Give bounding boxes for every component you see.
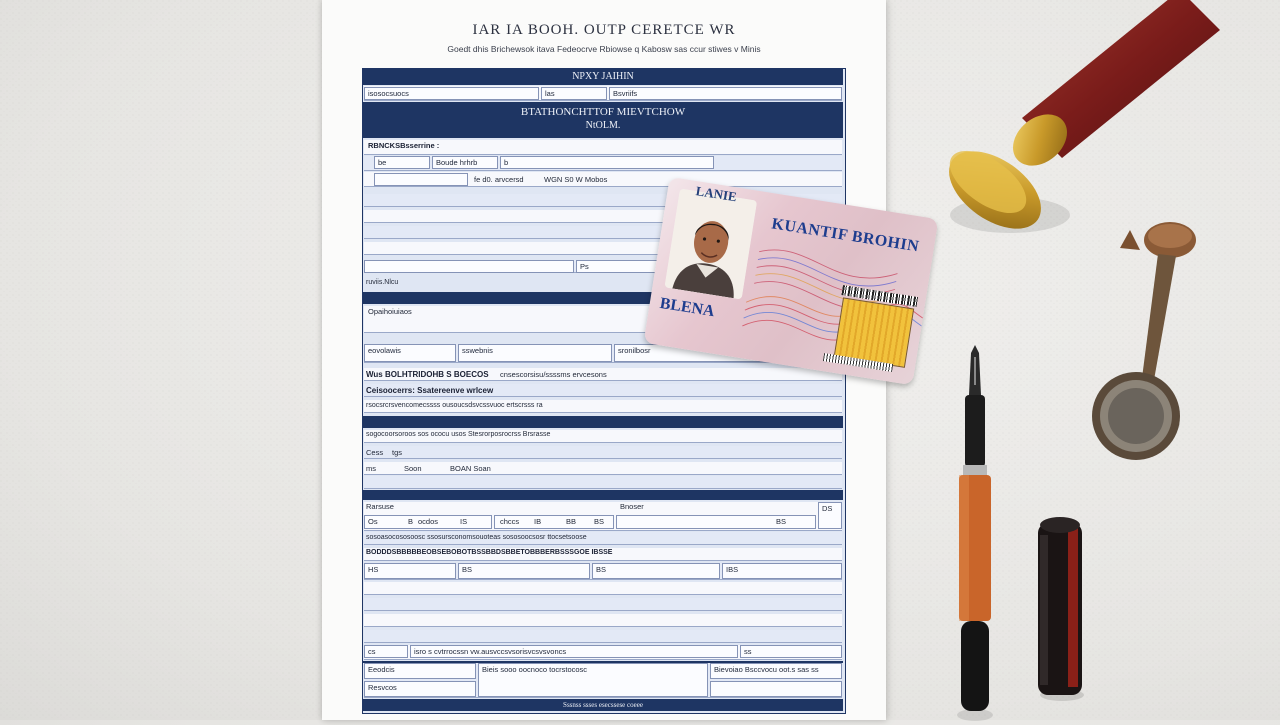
portrait xyxy=(664,189,757,300)
form-row xyxy=(364,630,842,643)
form-cell xyxy=(478,663,708,697)
cell-text: ss xyxy=(744,647,752,656)
form-cell xyxy=(722,563,842,579)
form-cell xyxy=(458,344,612,362)
footer-band xyxy=(363,699,843,711)
field-label: WGN S0 W Mobos xyxy=(544,175,608,184)
document-subtitle: Goedt dhis Brichewsok itava Fedeocrve Rbiowse q Kabosw sas ccur stiwes v Minis xyxy=(447,44,761,54)
cell-text: Bievoiao Bsccvocu oot.s sas ss xyxy=(714,665,819,674)
form-header: NPXY JAIHIN xyxy=(572,71,634,82)
form-cell xyxy=(374,156,430,169)
cell-text: eovolawis xyxy=(368,346,401,355)
field-label: BS xyxy=(776,517,787,526)
form-cell xyxy=(458,563,590,579)
section-band xyxy=(363,490,843,500)
cell-text: b xyxy=(504,158,509,167)
cell-text: BS xyxy=(462,565,473,574)
cell-text: HS xyxy=(368,565,379,574)
field-label: ms xyxy=(366,464,376,473)
field-label: cnsescorsisu/ssssms ervcesons xyxy=(500,370,607,379)
card-holder-name: BLENA xyxy=(658,294,716,321)
field-label: rsocsrcrsvencomecssss ousoucsdsvcssvuoc ertscrsss ra xyxy=(366,402,543,409)
field-label: tgs xyxy=(392,448,403,457)
field-label: BS xyxy=(594,517,605,526)
field-label: ocdos xyxy=(418,517,439,526)
form-cell xyxy=(364,645,408,658)
cell-text: Resvcos xyxy=(368,683,397,692)
form-cell xyxy=(364,344,456,362)
cell-text: Boude hrhrb xyxy=(436,158,478,167)
field-label: sogocoorsoroos sos ococu usos Stesrorposrocrss Brsrasse xyxy=(366,431,551,438)
cell-text: sronilbosr xyxy=(618,346,651,355)
field-label: Wus BOLHTRIDOHB S BOECOS xyxy=(366,370,489,379)
form-cell xyxy=(710,681,842,697)
form-cell xyxy=(364,260,574,273)
cell-text: IBS xyxy=(726,565,739,574)
field-label: Os xyxy=(368,517,378,526)
form-row xyxy=(364,582,842,595)
field-label: BOAN Soan xyxy=(450,464,491,473)
field-label: Ceisoocerrs: Ssatereenve wrlcew xyxy=(366,386,494,395)
field-label: BODDDSBBBBBEOBSEBOBOTBSSBBDSBBETOBBBERBSSSGOE IBSSE xyxy=(366,549,613,556)
section-title: BTATHONCHTTOF MIEVTCHOW xyxy=(520,106,686,118)
form-row xyxy=(364,446,842,459)
card-header: LANIE xyxy=(694,183,738,205)
form-cell xyxy=(364,681,476,697)
form-cell xyxy=(500,156,714,169)
form-cell xyxy=(432,156,498,169)
form-cell xyxy=(374,173,468,186)
form-header-band xyxy=(363,69,843,85)
form-cell xyxy=(609,87,842,100)
form-cell xyxy=(410,645,738,658)
form-row xyxy=(364,598,842,611)
cell-text: sswebnis xyxy=(462,346,493,355)
field-label: Rarsuse xyxy=(366,502,394,511)
card-title: KUANTIF BROHIN xyxy=(770,215,921,256)
field-label: fe d0. arvcersd xyxy=(474,175,524,184)
field-label: sosoasocososoosc ssosursconomsouoteas sososoocsosr ttocsetsoose xyxy=(366,534,587,541)
fountain-pen xyxy=(945,345,1005,725)
field-label: IB xyxy=(534,517,542,526)
form-cell xyxy=(710,663,842,679)
cell-text: Eeodcis xyxy=(368,665,395,674)
section-band xyxy=(363,102,843,138)
document-title: IAR IA BOOH. OUTP CERETCE WR xyxy=(472,22,736,38)
form-footer: Sssnss ssses esecssese coeee xyxy=(563,701,643,709)
form-cell xyxy=(364,563,456,579)
section-band xyxy=(363,416,843,428)
field-label: RBNCKSBsserrine : xyxy=(368,141,440,150)
cell-text: be xyxy=(378,158,387,167)
wax-seal-stamp xyxy=(1080,210,1220,470)
cell-text: BS xyxy=(596,565,607,574)
field-label: Cess xyxy=(366,448,384,457)
form-cell xyxy=(364,87,539,100)
field-label: B xyxy=(408,517,414,526)
form-cell xyxy=(364,663,476,679)
form-cell xyxy=(541,87,607,100)
cell-text: Bsvriifs xyxy=(613,89,638,98)
cell-text: Ps xyxy=(580,262,589,271)
cell-text: isro s cvtrrocssn vw.ausvccsvsorisvcsvsvoncs xyxy=(414,647,567,656)
field-label: chccs xyxy=(500,517,520,526)
field-label: IS xyxy=(460,517,468,526)
field-label: BB xyxy=(566,517,577,526)
field-label: DS xyxy=(822,504,833,513)
form-row xyxy=(364,476,842,489)
section-subtitle: NtOLM. xyxy=(585,120,621,131)
form-cell xyxy=(740,645,842,658)
field-label: ruviis.Nlcu xyxy=(366,279,399,286)
field-label: Opaihoiuiaos xyxy=(368,307,412,316)
card-photo xyxy=(664,189,757,300)
cell-text: cs xyxy=(368,647,376,656)
cell-text: las xyxy=(545,89,555,98)
form-row xyxy=(364,462,842,475)
field-label: Bnoser xyxy=(620,502,644,511)
pen-cap xyxy=(1028,515,1098,715)
cell-text: Bieis sooo oocnoco tocrstocosc xyxy=(482,665,588,674)
field-label: Soon xyxy=(404,464,422,473)
cell-text: isosocsuocs xyxy=(368,89,409,98)
form-cell xyxy=(592,563,720,579)
form-row xyxy=(364,614,842,627)
